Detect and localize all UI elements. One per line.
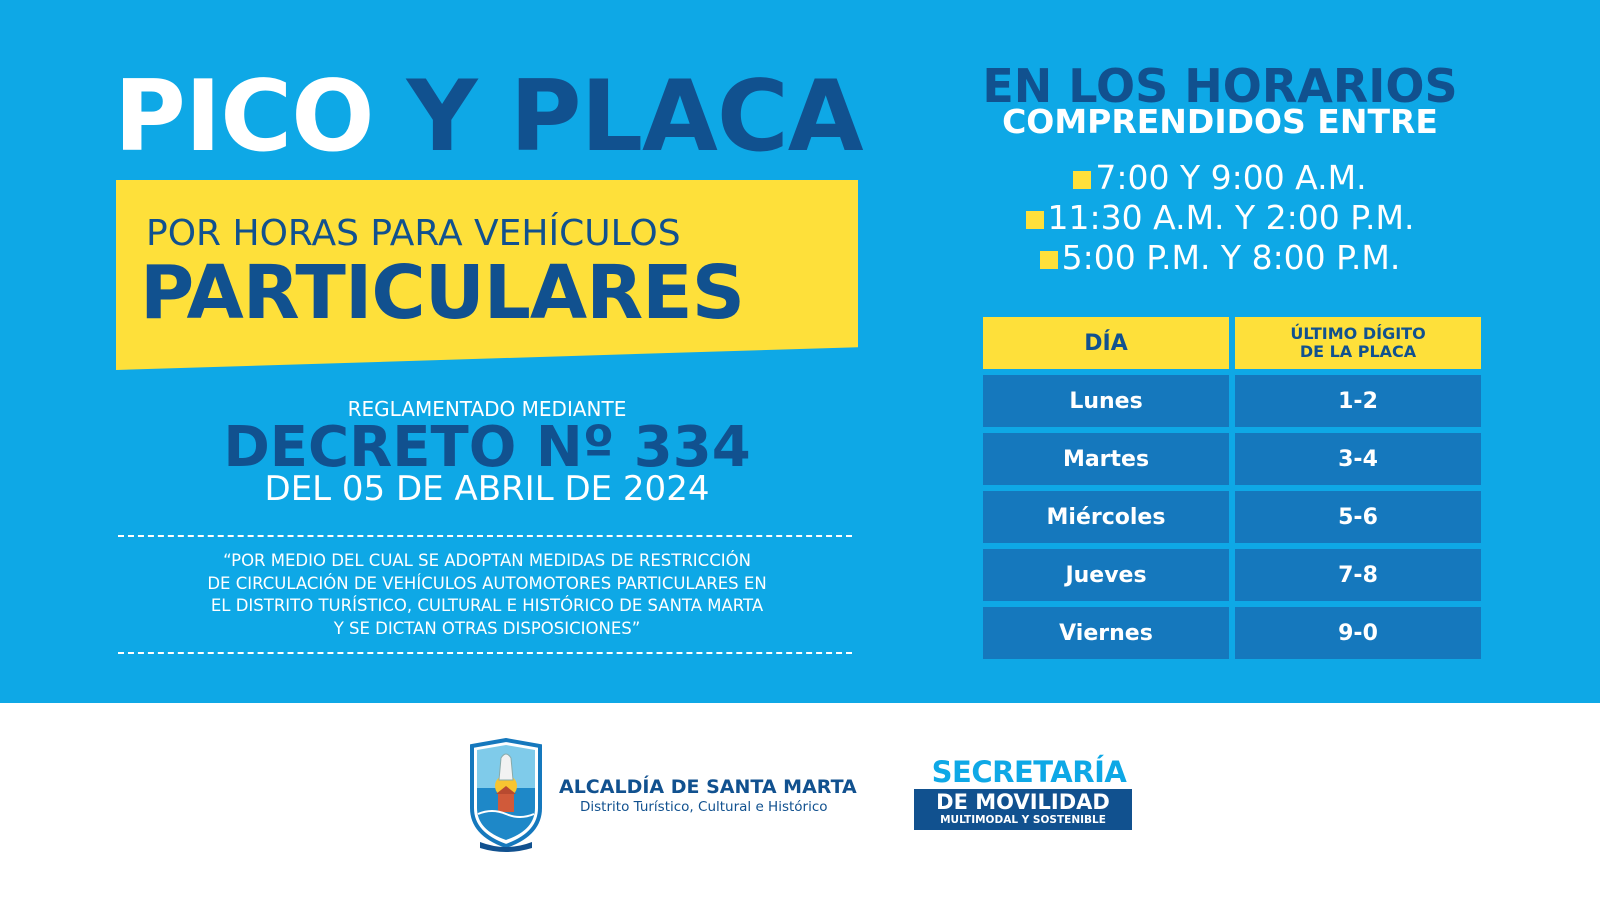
row-day: Lunes [983, 375, 1229, 427]
time-bullet-icon [1026, 211, 1044, 229]
schedule-heading: EN LOS HORARIOS [982, 59, 1458, 113]
time-slot-text: 11:30 A.M. Y 2:00 P.M. [1047, 198, 1415, 237]
header-digit-line1: ÚLTIMO DÍGITO [1290, 324, 1426, 343]
row-day: Jueves [983, 549, 1229, 601]
table-row [983, 491, 1481, 543]
row-digits: 9-0 [1235, 607, 1481, 659]
schedule-subheading: COMPRENDIDOS ENTRE [1002, 102, 1438, 141]
table-row [983, 433, 1481, 485]
subheading-line2: PARTICULARES [140, 250, 745, 336]
header-day: DÍA [983, 317, 1229, 369]
time-slot [950, 198, 1490, 238]
divider-bottom [118, 652, 852, 654]
table-row [983, 375, 1481, 427]
regulation-intro: REGLAMENTADO MEDIANTE [347, 397, 627, 421]
restriction-table [983, 317, 1481, 665]
header-digit-line2: DE LA PLACA [1299, 342, 1417, 361]
header-digit [1235, 317, 1481, 369]
santa-marta-shield-icon [468, 738, 544, 852]
headline-pico: PICO [114, 60, 374, 174]
headline [114, 62, 874, 172]
headline-y-placa: Y PLACA [406, 60, 863, 174]
row-digits: 7-8 [1235, 549, 1481, 601]
time-slot-text: 5:00 P.M. Y 8:00 P.M. [1061, 238, 1401, 277]
schedule-times [950, 158, 1490, 278]
decree-date: DEL 05 DE ABRIL DE 2024 [264, 469, 710, 509]
row-digits: 5-6 [1235, 491, 1481, 543]
quote-line: DE CIRCULACIÓN DE VEHÍCULOS AUTOMOTORES PARTICULARES EN [207, 573, 767, 593]
subheading-line1: POR HORAS PARA VEHÍCULOS [146, 213, 681, 254]
time-bullet-icon [1040, 251, 1058, 269]
row-day: Miércoles [983, 491, 1229, 543]
secretaria-title: SECRETARÍA [931, 755, 1127, 789]
table-row [983, 607, 1481, 659]
row-digits: 3-4 [1235, 433, 1481, 485]
secretaria-line2: MULTIMODAL Y SOSTENIBLE [940, 814, 1106, 826]
time-slot [950, 158, 1490, 198]
quote-line: EL DISTRITO TURÍSTICO, CULTURAL E HISTÓRICO DE SANTA MARTA [210, 596, 764, 615]
alcaldia-subtitle: Distrito Turístico, Cultural e Histórico [580, 799, 828, 815]
alcaldia-name: ALCALDÍA DE SANTA MARTA [559, 776, 857, 798]
divider-top [118, 535, 852, 537]
time-bullet-icon [1073, 171, 1091, 189]
table-row [983, 549, 1481, 601]
time-slot-text: 7:00 Y 9:00 A.M. [1095, 158, 1367, 197]
table-header-row [983, 317, 1481, 369]
secretaria-line1: DE MOVILIDAD [936, 790, 1110, 814]
decree-number: DECRETO Nº 334 [223, 415, 751, 480]
quote-line: “POR MEDIO DEL CUAL SE ADOPTAN MEDIDAS DE RESTRICCIÓN [223, 551, 751, 570]
quote-line: Y SE DICTAN OTRAS DISPOSICIONES” [333, 618, 641, 638]
decree-quote [116, 550, 858, 640]
row-digits: 1-2 [1235, 375, 1481, 427]
row-day: Viernes [983, 607, 1229, 659]
row-day: Martes [983, 433, 1229, 485]
time-slot [950, 238, 1490, 278]
